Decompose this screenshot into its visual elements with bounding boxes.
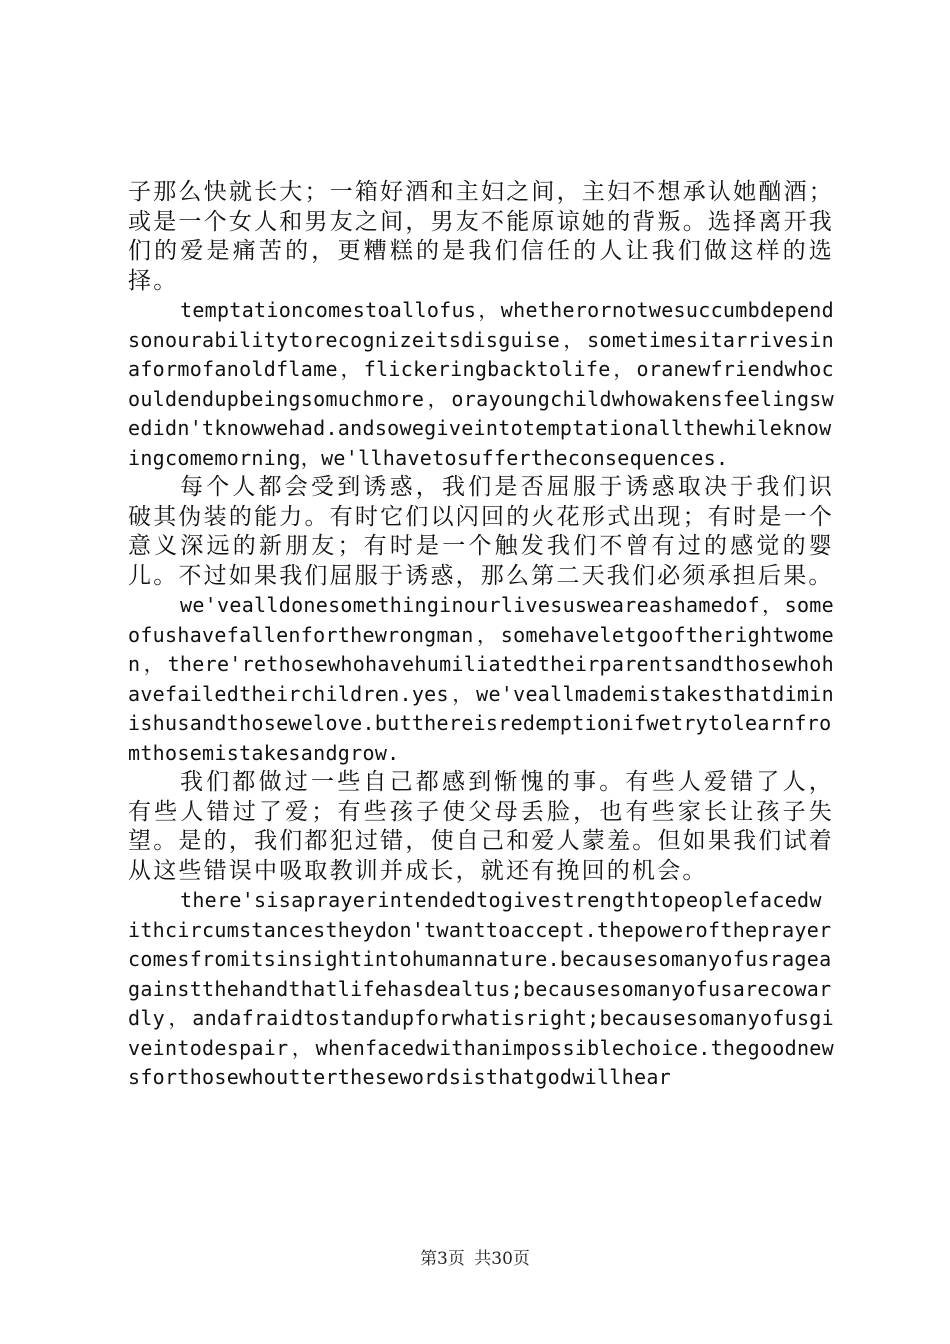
page-total: 共30页 [474, 1249, 530, 1269]
paragraph-en-2: we'vealldonesomethinginourlivesusweareashamedof，someofushavefallenforthewrongman，somehaveletgooftherightwomen，there'rethosewhohavehumiliatedtheirparentsandthosewhohavefailedtheirchildren.yes，we'veallmademistakesthatdiminishusandthosewelove.butthereisredemptionifwetrytolearnfromthosemistakesandgrow. [128, 593, 834, 765]
page-footer [0, 1244, 950, 1269]
document-body [128, 178, 834, 1093]
paragraph-zh-2: 每个人都会受到诱惑，我们是否屈服于诱惑取决于我们识破其伪装的能力。有时它们以闪回的火花形式出现；有时是一个意义深远的新朋友；有时是一个触发我们不曾有过的感觉的婴儿。不过如果我们屈服于诱惑，那么第二天我们必须承担后果。 [128, 474, 834, 589]
paragraph-zh-3: 我们都做过一些自己都感到惭愧的事。有些人爱错了人，有些人错过了爱；有些孩子使父母丢脸，也有些家长让孩子失望。是的，我们都犯过错，使自己和爱人蒙羞。但如果我们试着从这些错误中吸取教训并成长，就还有挽回的机会。 [128, 769, 834, 884]
page-number: 第3页 [420, 1249, 465, 1269]
paragraph-en-3: there'sisaprayerintendedtogivestrengthtopeoplefacedwithcircumstancestheydon'twanttoaccept.thepoweroftheprayercomesfromitsinsightintohumannature.becausesomanyofusrageagainstthehandthatlifehasdealtus;becausesomanyofusarecowardly，andafraidtostandupforwhatisright;becausesomanyofusgiveintodespair，whenfacedwithanimpossiblechoice.thegoodnewsforthosewhoutterthesewordsisthatgodwillhear [128, 888, 834, 1089]
paragraph-en-1: temptationcomestoallofus，whetherornotwesuccumbdependsonourabilitytorecognizeitsdisguise，sometimesitarrivesinaformofanoldflame，flickeringbacktolife，oranewfriendwhocouldendupbeingsomuchmore，orayoungchildwhowakensfeelingswedidn'tknowwehad.andsowegiveintotemptationallthewhileknowingcomemorning，we'llhavetosuffertheconsequences. [128, 298, 834, 470]
paragraph-zh-1: 子那么快就长大；一箱好酒和主妇之间，主妇不想承认她酗酒；或是一个女人和男友之间，男友不能原谅她的背叛。选择离开我们的爱是痛苦的，更糟糕的是我们信任的人让我们做这样的选择。 [128, 179, 834, 294]
